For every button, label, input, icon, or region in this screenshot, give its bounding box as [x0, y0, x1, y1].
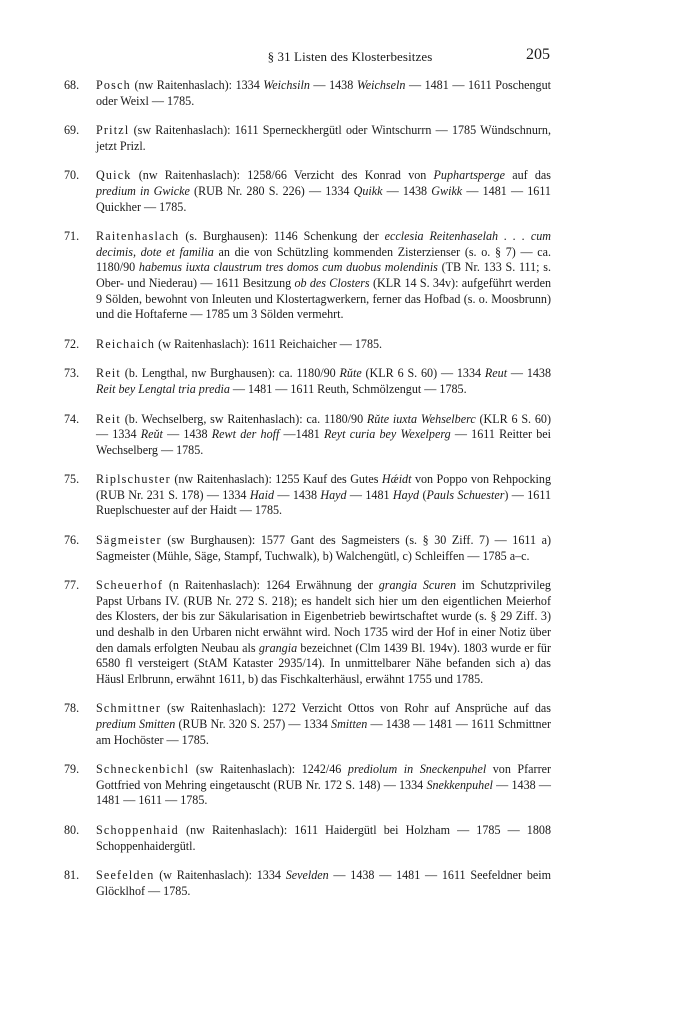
entry-number: 68. [64, 78, 80, 92]
entry-text: — 1438 [382, 183, 432, 198]
entry-number: 74. [64, 411, 80, 426]
entry-text: — 1438 — 1481 — 1611 Schmittner am Hochöster — 1785. [96, 717, 551, 747]
list-item [64, 762, 551, 809]
entry-italic-text: Rǔte iuxta Wehselberc [366, 411, 476, 426]
entry-number: 79. [64, 762, 80, 777]
entry-italic-text: Sevelden [285, 868, 329, 883]
entry-italic-text: predium Smitten [96, 717, 176, 731]
entry-text: (sw Raitenhaslach): 1242/46 [189, 762, 348, 777]
entry-place-name: Schneckenbichl [96, 762, 190, 777]
entry-place-name: Posch [96, 78, 131, 92]
entry-italic-text: Reit bey Lengtal tria predia [96, 381, 230, 396]
entry-text: (nw Raitenhaslach): 1334 [130, 78, 264, 92]
entry-place-name: Reichaich [96, 336, 156, 351]
entry-italic-text: Hayd [320, 487, 347, 502]
list-item [64, 823, 551, 854]
entry-place-name: Raitenhaslach [96, 229, 180, 244]
entry-text: — 1438 [274, 487, 321, 502]
entry-text: — 1438 [309, 78, 357, 92]
entry-italic-text: Snekkenpuhel [426, 777, 493, 792]
entry-italic-text: Weichsiln [263, 78, 310, 92]
entry-text: — 1438 — 1481 — 1611 — 1785. [96, 777, 551, 808]
entry-text: (nw Raitenhaslach): 1255 Kauf des Gutes [170, 472, 382, 487]
entry-italic-text: grangia Scuren [378, 578, 457, 593]
entry-place-name: Sägmeister [96, 533, 162, 548]
entry-text: (nw Raitenhaslach): 1258/66 Verzicht des Konrad von [131, 168, 434, 183]
entry-text: (sw Burghausen): 1577 Gant des Sagmeisters (s. § 30 Ziff. 7) — 1611 a) Sagmeister (Mühle, Säge, Stampf, Tuchwalk), b) Walchengütl, c) Schleiffen — 1785 a–c. [96, 533, 551, 563]
list-item [64, 533, 551, 564]
entry-text: (s. Burghausen): 1146 Schenkung der [179, 229, 385, 244]
entry-text: — 1481 — 1611 Reuth, Schmölzengut — 1785. [229, 381, 467, 396]
entry-italic-text: ob des Closters [294, 275, 370, 290]
entry-text: (sw Raitenhaslach): 1611 Sperneckhergütl oder Wintschurrn — 1785 Wündschnurn, jetzt Prizl. [96, 123, 551, 153]
entry-italic-text: Gwikk [431, 183, 463, 198]
entry-italic-text: Reut [484, 366, 508, 381]
entry-number: 78. [64, 701, 80, 716]
list-item [64, 412, 551, 459]
entry-italic-text: grangia [258, 640, 298, 655]
entry-number: 76. [64, 533, 80, 548]
entry-number: 77. [64, 578, 80, 593]
entry-number: 80. [64, 822, 80, 837]
entry-text: (n Raitenhaslach): 1264 Erwähnung der [163, 578, 379, 593]
entry-place-name: Reit [96, 366, 121, 381]
entry-text: von Poppo von Rehpocking (RUB Nr. 231 S. 178) — 1334 [96, 472, 551, 502]
entry-italic-text: ecclesia Reitenhaselah . . . cum decimis, dote et familia [96, 229, 551, 259]
page-number: 205 [526, 46, 550, 63]
entry-text: — 1438 — 1481 — 1611 Seefeldner beim Glöcklhof — 1785. [96, 868, 551, 898]
entry-number: 70. [64, 168, 80, 183]
entry-italic-text: predium in Gwicke [96, 183, 190, 198]
entry-text: ) — 1611 Rueplschuester auf der Haidt — 1785. [96, 487, 551, 518]
entry-italic-text: Rǔte [339, 366, 362, 381]
entry-number: 71. [64, 229, 80, 244]
entry-italic-text: Rewt der hoff [211, 427, 280, 442]
list-item [64, 366, 551, 397]
entry-text: — 1438 [162, 427, 212, 442]
list-item [64, 229, 551, 323]
entry-text: — 1481 — 1611 Quickher — 1785. [96, 183, 551, 214]
entry-italic-text: Reǔt [140, 427, 163, 442]
entry-text: bezeichnet (Clm 1439 Bl. 194v). 1803 wurde er für 6580 fl versteigert (StAM Kataster 2935/14). In unmittelbarer Nähe befanden sich a) das Häusl Erlbrunn, erwähnt 1611, b) das Fischkalterhäusl, erwähnt 1755 und 1785. [96, 640, 552, 686]
entry-text: (nw Raitenhaslach): 1611 Haidergütl bei Holzham — 1785 — 1808 Schoppenhaidergütl. [96, 822, 551, 853]
list-item [64, 337, 551, 353]
entry-italic-text: habemus iuxta claustrum tres domos cum duobus molendinis [138, 260, 438, 275]
entry-place-name: Scheuerhof [96, 578, 164, 593]
entry-italic-text: Quikk [353, 183, 383, 198]
entry-text: (RUB Nr. 320 S. 257) — 1334 [175, 717, 332, 731]
entry-text: — 1481 — 1611 Poschengut oder Weixl — 1785. [96, 78, 551, 108]
entry-text: (KLR 14 S. 34v): aufgeführt werden 9 Sölden, bewohnt von Inleuten und Klostertagwerkern, ferner das Hofbad (s. o. Moosbrunn) und die Hoftaferne — 1785 um 3 Sölden vermehrt. [96, 275, 552, 322]
entry-place-name: Pritzl [96, 123, 130, 138]
entry-text: von Pfarrer Gottfried von Mehring eingetauscht (RUB Nr. 172 S. 148) — 1334 [96, 762, 552, 792]
entry-text: (w Raitenhaslach): 1334 [154, 868, 286, 883]
entry-number: 73. [64, 366, 80, 381]
entry-list [64, 78, 551, 913]
entry-italic-text: Hǽidt [381, 472, 412, 487]
list-item [64, 472, 551, 519]
list-item [64, 123, 551, 154]
entry-text: ( [419, 487, 427, 502]
list-item [64, 578, 551, 687]
running-head [0, 46, 700, 66]
entry-italic-text: Haid [249, 487, 275, 502]
entry-text: (b. Wechselberg, sw Raitenhaslach): ca. 1180/90 [120, 411, 367, 426]
entry-place-name: Schmittner [96, 701, 162, 716]
list-item [64, 168, 551, 215]
entry-italic-text: Puphartsperge [433, 168, 505, 183]
entry-text: (KLR 6 S. 60) — 1334 [96, 411, 551, 442]
entry-place-name: Riplschuster [96, 472, 171, 487]
entry-text: (KLR 6 S. 60) — 1334 [361, 366, 485, 381]
entry-text: an die von Schützling kommenden Zisterzienser (s. o. § 7) — ca. 1180/90 [96, 244, 551, 275]
entry-number: 75. [64, 472, 80, 487]
list-item [64, 868, 551, 899]
entry-text: —1481 [279, 427, 325, 442]
entry-text: — 1611 Reitter bei Wechselberg — 1785. [96, 427, 551, 457]
entry-italic-text: Smitten [331, 717, 368, 731]
entry-place-name: Schoppenhaid [96, 822, 179, 837]
entry-place-name: Reit [96, 411, 121, 426]
entry-italic-text: prediolum in Sneckenpuhel [347, 762, 487, 777]
entry-italic-text: Hayd [392, 487, 420, 502]
list-item [64, 78, 551, 109]
entry-text: (b. Lengthal, nw Burghausen): ca. 1180/90 [120, 366, 340, 381]
entry-text: (TB Nr. 133 S. 111; s. Ober- und Niederau) — 1611 Besitzung [96, 260, 551, 290]
entry-number: 72. [64, 336, 80, 351]
entry-italic-text: Weichseln [356, 78, 406, 92]
entry-number: 81. [64, 868, 80, 883]
entry-italic-text: Pauls Schuester [426, 487, 505, 502]
entry-text: (sw Raitenhaslach): 1272 Verzicht Ottos von Rohr auf Ansprüche auf das [161, 701, 551, 716]
entry-number: 69. [64, 123, 80, 138]
running-head-title: § 31 Listen des Klosterbesitzes [267, 49, 433, 64]
entry-place-name: Quick [96, 168, 132, 183]
entry-text: — 1481 [346, 487, 393, 502]
list-item [64, 701, 551, 748]
entry-italic-text: Reyt curia bey Wexelperg [324, 427, 451, 442]
entry-text: im Schutzprivileg Papst Urbans IV. (RUB Nr. 272 S. 218); es handelt sich hier um den eigentlichen Meierhof des Klosters, der bis zur Säkularisation in Eigenbetrieb bewirtschaftet wurde (s. § 29 Ziff. 3) und deshalb in den Urbaren nicht erwähnt wird. Noch 1735 wird der Hof in einer Notiz über den damals erfolgten Neubau als [96, 578, 551, 655]
entry-text: (w Raitenhaslach): 1611 Reichaicher — 1785. [155, 336, 383, 351]
entry-text: auf das [504, 168, 551, 183]
entry-text: (RUB Nr. 280 S. 226) — 1334 [189, 183, 354, 198]
entry-place-name: Seefelden [96, 868, 155, 883]
entry-text: — 1438 [507, 366, 552, 381]
